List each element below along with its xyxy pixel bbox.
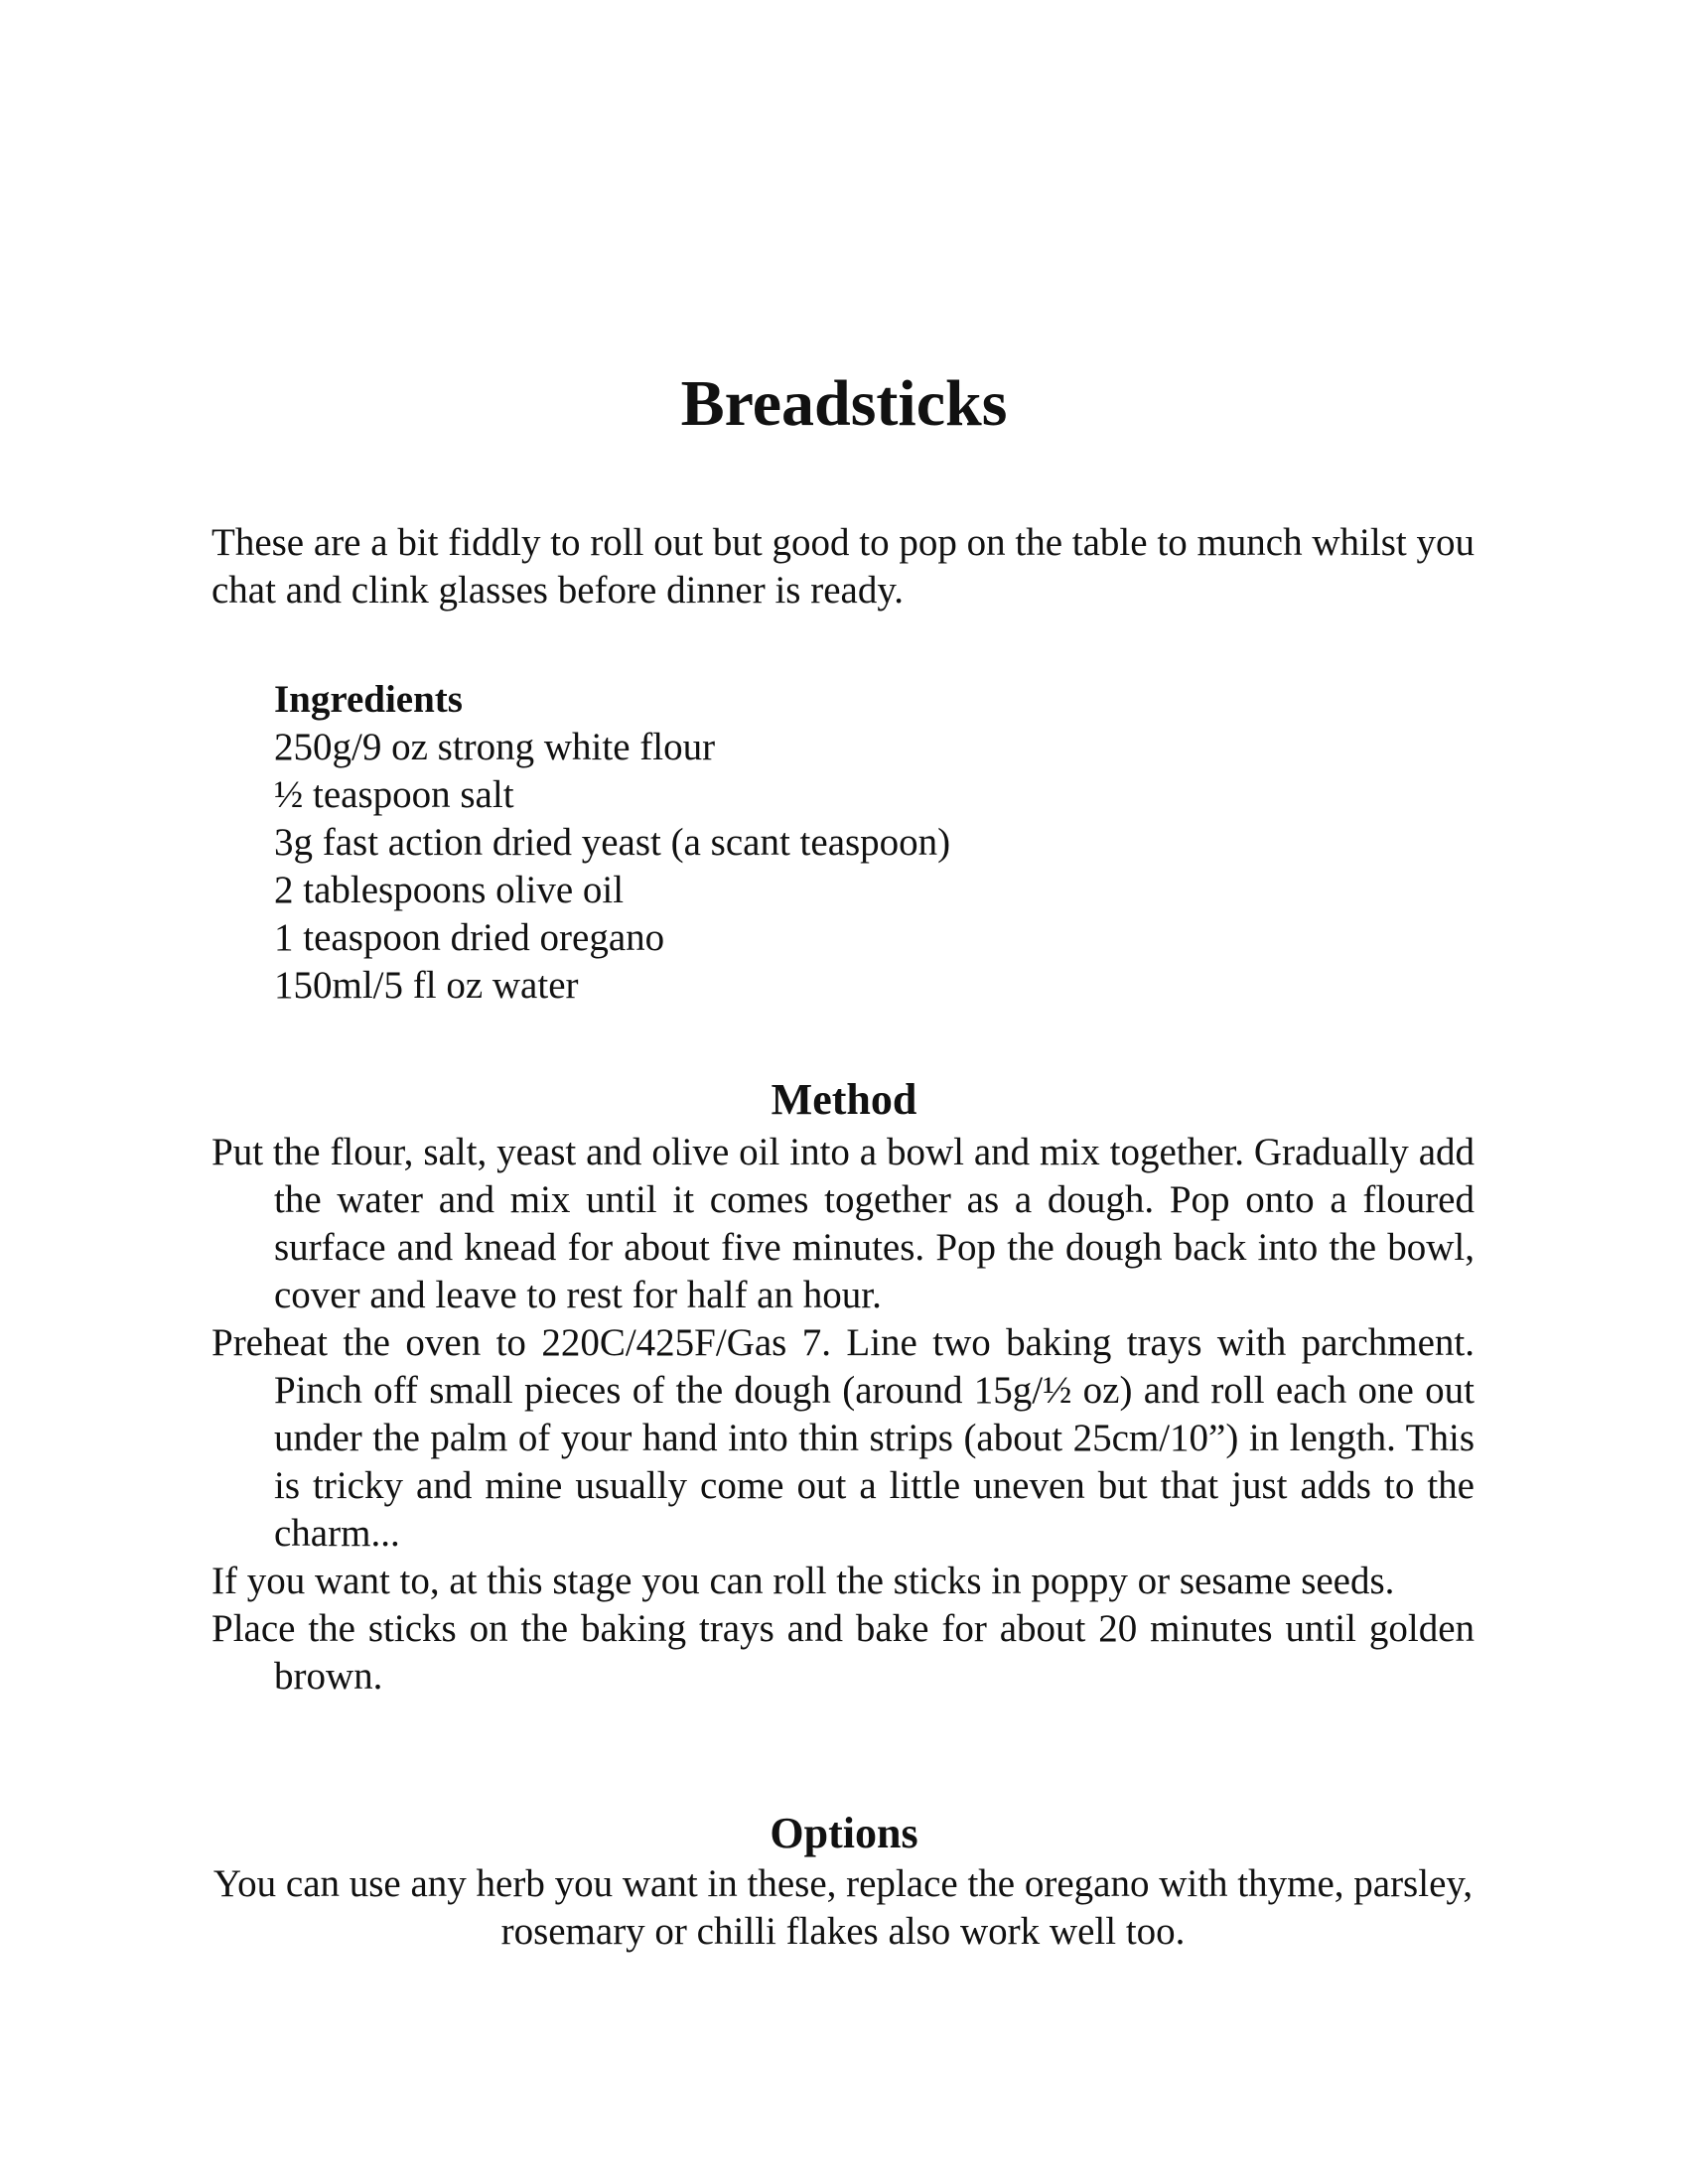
method-heading: Method xyxy=(771,1075,917,1124)
method-step: Place the sticks on the baking trays and bake for about 20 minutes until golden brown. xyxy=(211,1607,1475,1698)
ingredients-heading: Ingredients xyxy=(274,678,463,721)
recipe-intro: These are a bit fiddly to roll out but good to pop on the table to munch whilst you chat and clink glasses before dinner is ready. xyxy=(211,521,1475,612)
recipe-title: Breadsticks xyxy=(680,367,1008,440)
options-heading: Options xyxy=(770,1809,918,1857)
ingredient-item: 3g fast action dried yeast (a scant teaspoon) xyxy=(274,821,951,864)
ingredient-item: 1 teaspoon dried oregano xyxy=(274,916,665,959)
ingredient-item: ½ teaspoon salt xyxy=(274,773,514,816)
ingredients-section xyxy=(274,676,1267,1010)
options-text: You can use any herb you want in these, replace the oregano with thyme, parsley, rosemary or chilli flakes also work well too. xyxy=(212,1862,1474,1953)
method-step: Put the flour, salt, yeast and olive oil into a bowl and mix together. Gradually add the water and mix until it comes together as a dough. Pop onto a floured surface and knead for about five minutes. Pop the dough back into the bowl, cover and leave to rest for half an hour. xyxy=(211,1131,1475,1316)
ingredient-item: 250g/9 oz strong white flour xyxy=(274,726,716,768)
method-step: If you want to, at this stage you can roll the sticks in poppy or sesame seeds. xyxy=(211,1560,1395,1602)
ingredient-item: 2 tablespoons olive oil xyxy=(274,869,625,911)
ingredient-item: 150ml/5 fl oz water xyxy=(274,964,579,1007)
method-step: Preheat the oven to 220C/425F/Gas 7. Line two baking trays with parchment. Pinch off small pieces of the dough (around 15g/½ oz) and roll each one out under the palm of your hand into thin strips (about 25cm/10”) in length. This is tricky and mine usually come out a little uneven but that just adds to the charm... xyxy=(211,1321,1475,1555)
method-steps-list xyxy=(211,1129,1475,1701)
ingredients-list xyxy=(274,724,1267,1010)
